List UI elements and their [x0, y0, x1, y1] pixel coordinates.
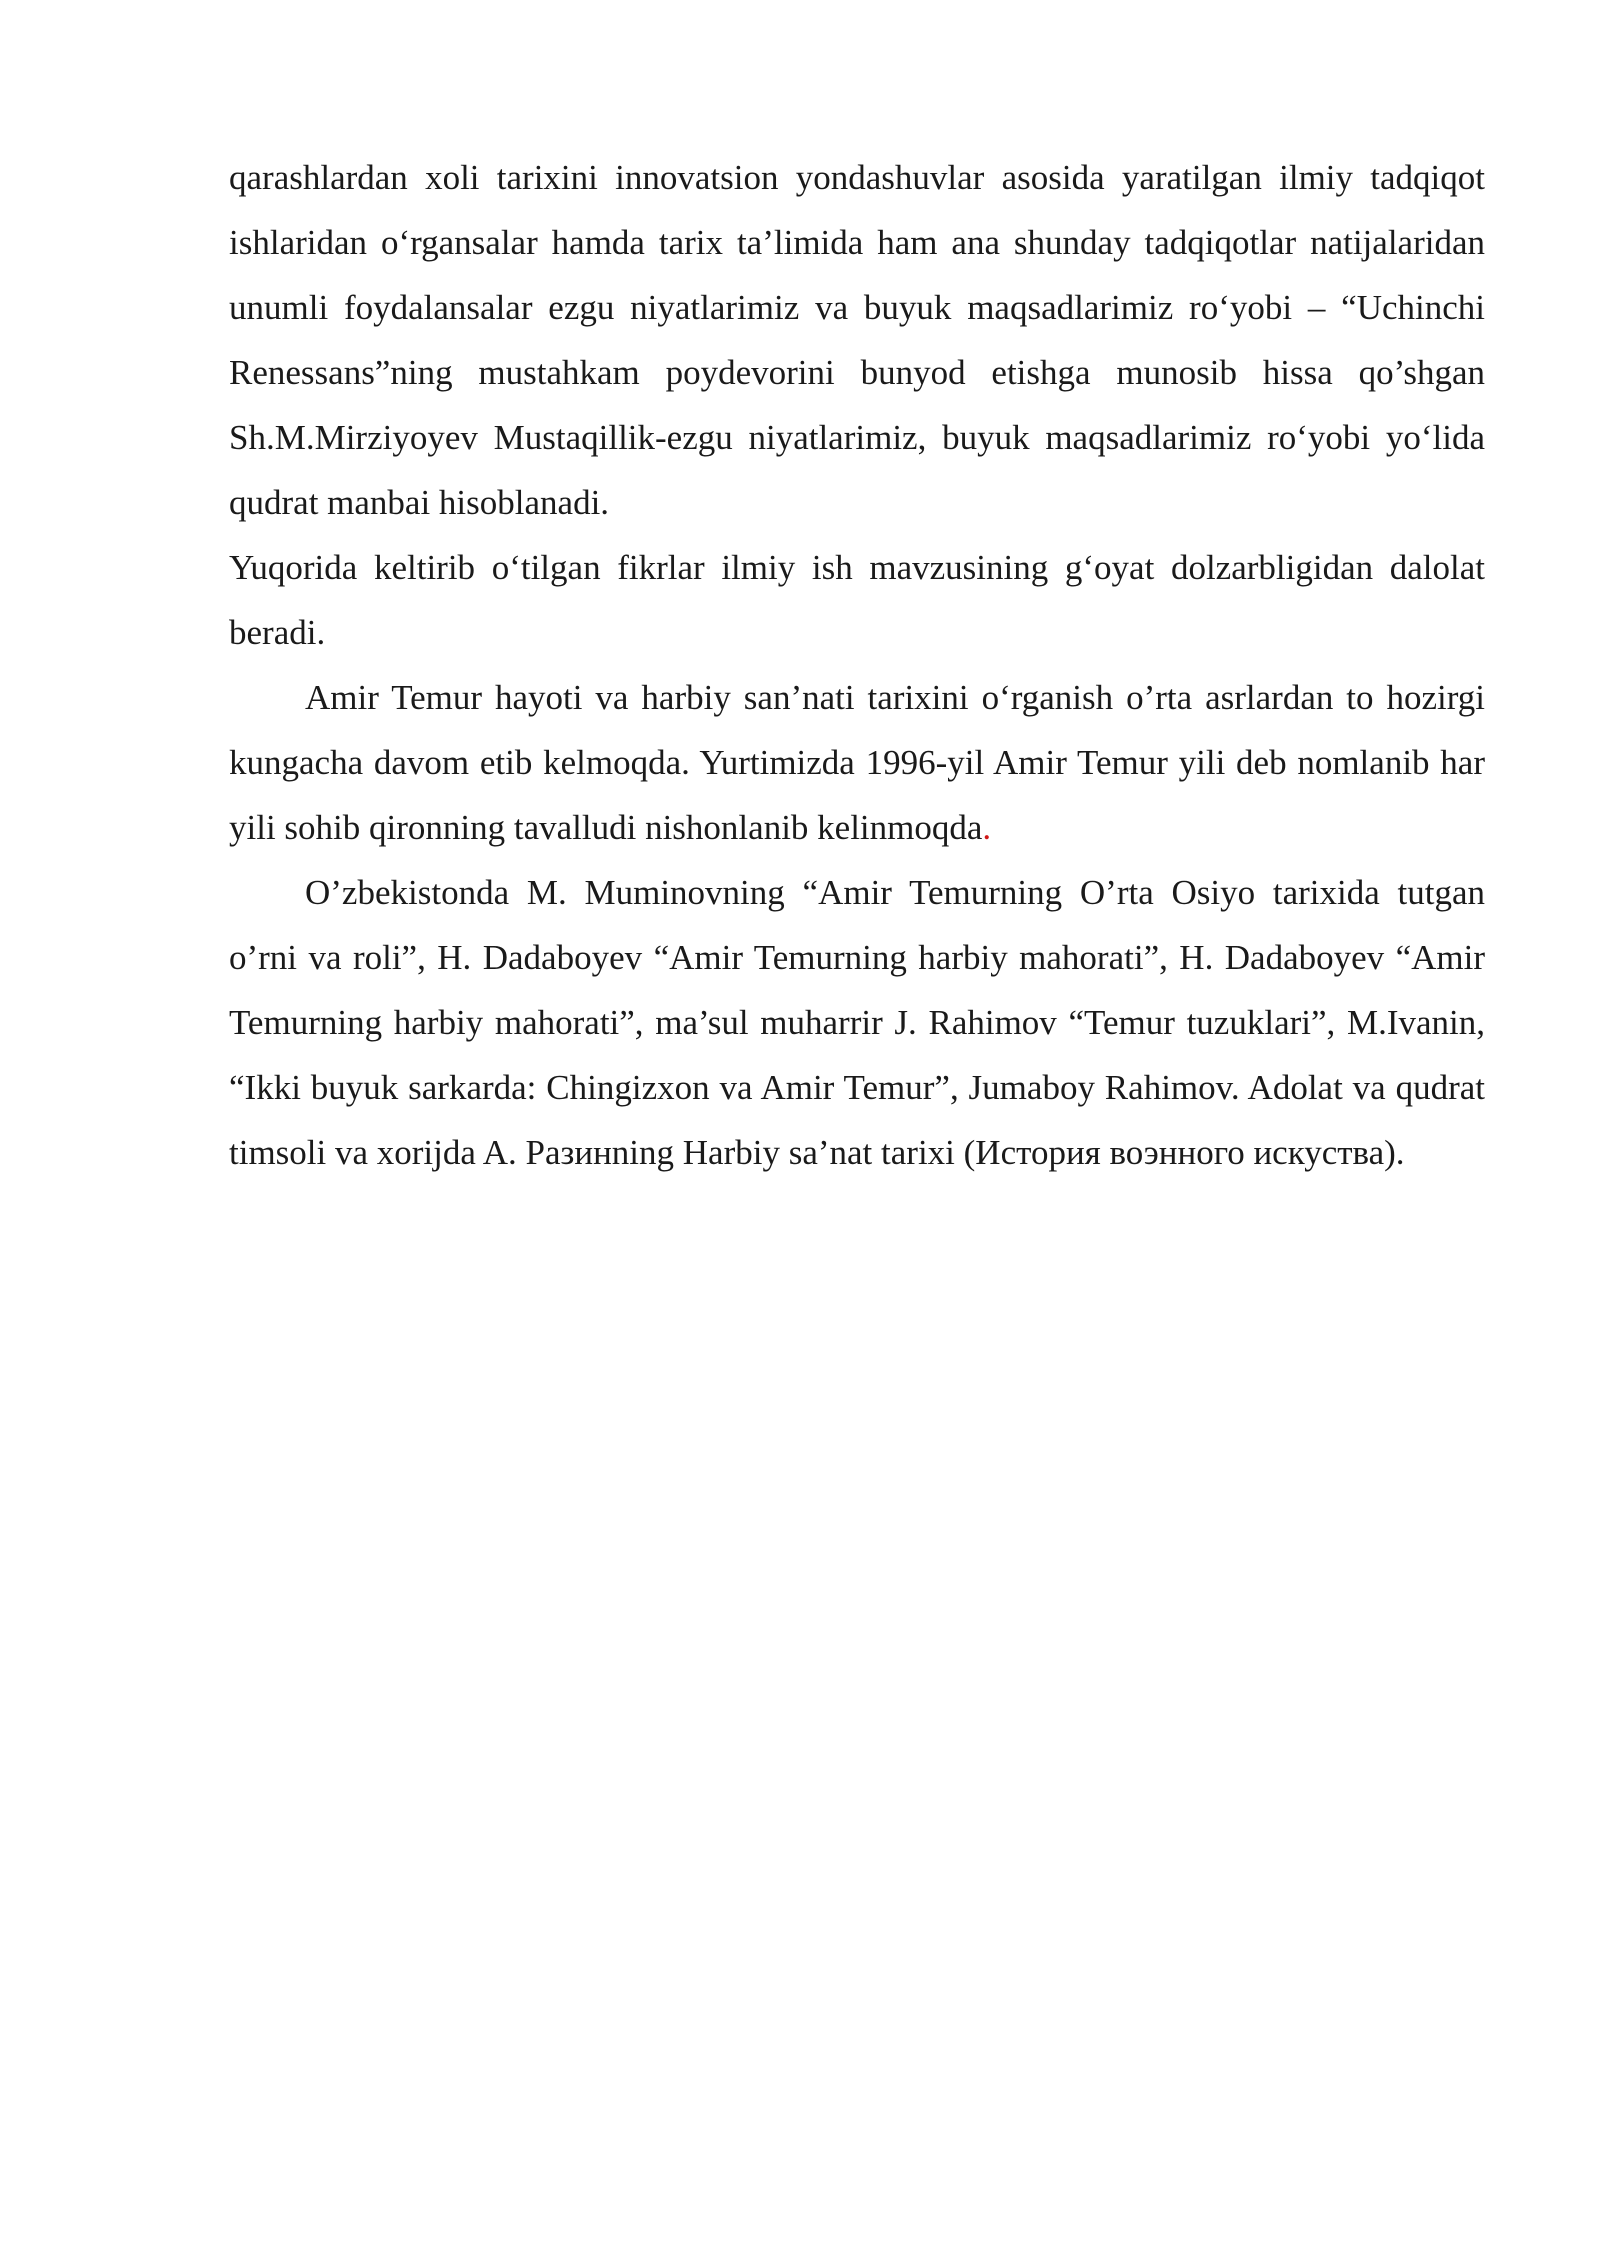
paragraph-amir-temur-study-text: Amir Temur hayoti va harbiy san’nati tarixini o‘rganish o’rta asrlardan to hozirgi kungacha davom etib kelmoqda. Yurtimizda 1996-yil Amir Temur yili deb nomlanib har yili sohib qironning tavalludi nishonlanib kelinmoqda — [229, 678, 1485, 847]
paragraph-relevance: Yuqorida keltirib o‘tilgan fikrlar ilmiy ish mavzusining g‘oyat dolzarbligidan dalolat beradi. — [229, 548, 1485, 652]
paragraph-amir-temur-study — [229, 665, 1485, 860]
paragraph-continuation: qarashlardan xoli tarixini innovatsion yondashuvlar asosida yaratilgan ilmiy tadqiqot ishlaridan o‘rgansalar hamda tarix ta’limida ham ana shunday tadqiqotlar natijalaridan unumli foydalansalar ezgu niyatlarimiz va buyuk maqsadlarimiz ro‘yobi – “Uchinchi Renessans”ning mustahkam poydevorini bunyod etishga munosib hissa qo’shgan Sh.M.Mirziyoyev Mustaqillik-ezgu niyatlarimiz, buyuk maqsadlarimiz ro‘yobi yo‘lida qudrat manbai hisoblanadi. — [229, 158, 1485, 522]
red-period-mark: . — [982, 808, 992, 847]
paragraph-literature-review: O’zbekistonda M. Muminovning “Amir Temurning O’rta Osiyo tarixida tutgan o’rni va roli”, H. Dadaboyev “Amir Temurning harbiy mahorati”, H. Dadaboyev “Amir Temurning harbiy mahorati”, ma’sul muharrir J. Rahimov “Temur tuzuklari”, M.Ivanin, “Ikki buyuk sarkarda: Chingizxon va Amir Temur”, Jumaboy Rahimov. Adolat va qudrat timsoli va xorijda A. Разинning Harbiy sa’nat tarixi (История воэнного искуства). — [229, 873, 1485, 1172]
document-body — [229, 145, 1485, 1185]
